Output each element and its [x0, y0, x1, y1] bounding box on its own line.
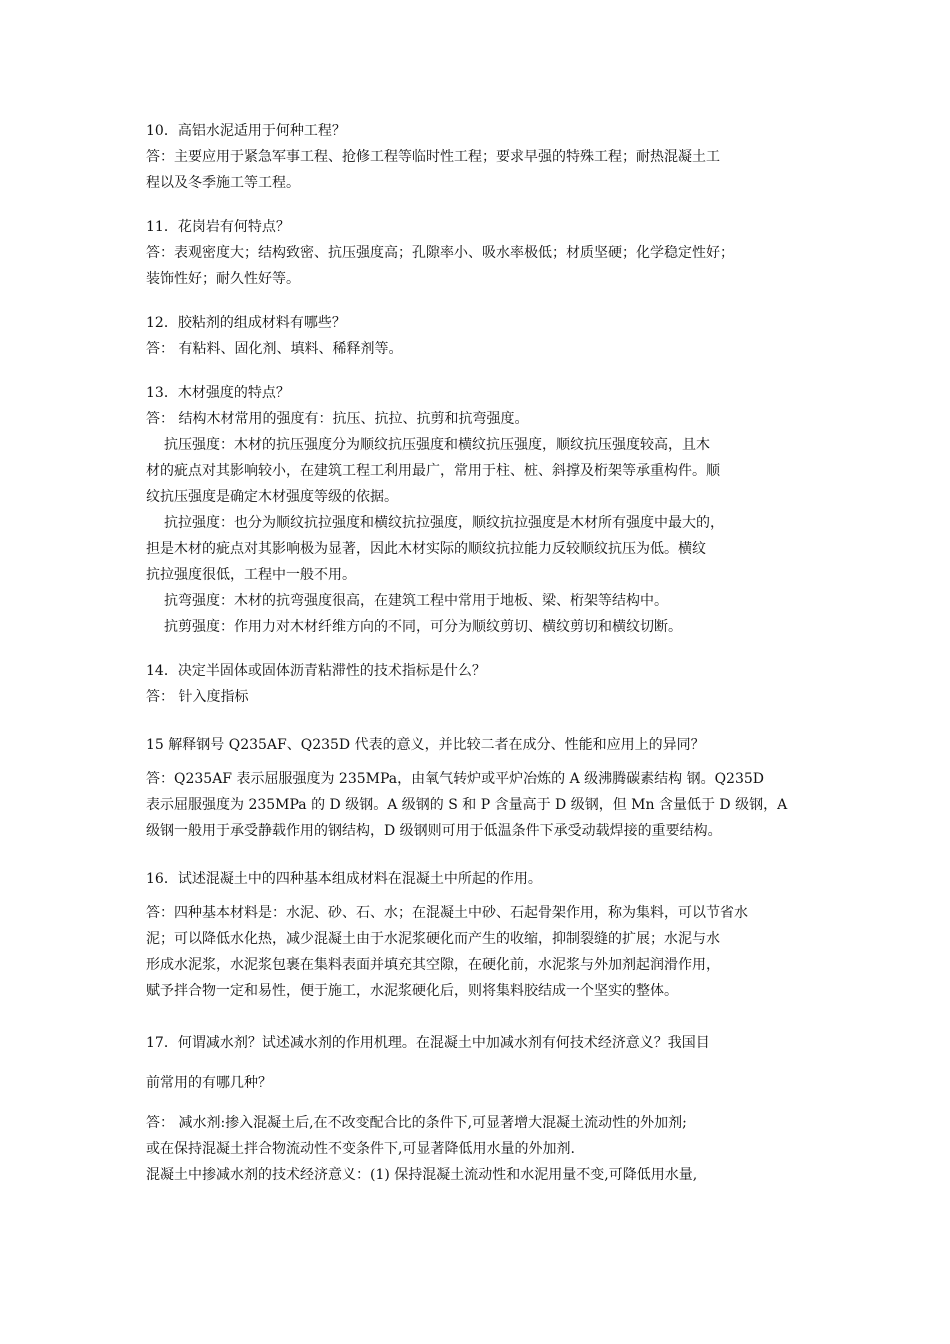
question-17-answer-line: 混凝土中掺减水剂的技术经济意义：(1) 保持混凝土流动性和水泥用量不变,可降低用水量, — [146, 1167, 698, 1183]
question-13-shear-line: 抗剪强度：作用力对木材纤维方向的不同，可分为顺纹剪切、横纹剪切和横纹切断。 — [164, 619, 682, 635]
question-10-answer-line: 答：主要应用于紧急军事工程、抢修工程等临时性工程；要求早强的特殊工程；耐热混凝土工 — [146, 149, 720, 165]
question-10-answer-line: 程以及冬季施工等工程。 — [146, 175, 300, 191]
question-17-title: 17．何谓减水剂？试述减水剂的作用机理。在混凝土中加减水剂有何技术经济意义？我国目 — [146, 1035, 710, 1051]
question-14-title: 14．决定半固体或固体沥青粘滞性的技术指标是什么？ — [146, 663, 486, 679]
question-16-title: 16．试述混凝土中的四种基本组成材料在混凝土中所起的作用。 — [146, 871, 542, 887]
question-16-answer-line: 形成水泥浆，水泥浆包裹在集料表面并填充其空隙，在硬化前，水泥浆与外加剂起润滑作用， — [146, 957, 720, 973]
question-13-compress-line: 抗压强度：木材的抗压强度分为顺纹抗压强度和横纹抗压强度，顺纹抗压强度较高，且木 — [164, 437, 710, 453]
question-17-answer-line: 或在保持混凝土拌合物流动性不变条件下,可显著降低用水量的外加剂. — [146, 1141, 575, 1157]
question-17-title: 前常用的有哪几种？ — [146, 1075, 272, 1091]
question-13-compress-line: 材的疵点对其影响较小，在建筑工程工利用最广，常用于柱、桩、斜撑及桁架等承重构件。顺 — [146, 463, 720, 479]
question-14-answer-line: 答： 针入度指标 — [146, 689, 249, 705]
question-16-answer-line: 泥；可以降低水化热，减少混凝土由于水泥浆硬化而产生的收缩，抑制裂缝的扩展；水泥与水 — [146, 931, 720, 947]
question-13-tension-line: 抗拉强度：也分为顺纹抗拉强度和横纹抗拉强度，顺纹抗拉强度是木材所有强度中最大的， — [164, 515, 724, 531]
question-11-title: 11．花岗岩有何特点？ — [146, 219, 290, 235]
question-12-title: 12．胶粘剂的组成材料有哪些？ — [146, 315, 346, 331]
question-13-tension-line: 担是木材的疵点对其影响极为显著，因此木材实际的顺纹抗拉能力反较顺纹抗压为低。横纹 — [146, 541, 706, 557]
question-15-title: 15 解释钢号 Q235AF、Q235D 代表的意义，并比较二者在成分、性能和应用上的异同？ — [146, 737, 705, 753]
question-15-answer-line: 表示屈服强度为 235MPa 的 D 级钢。A 级钢的 S 和 P 含量高于 D 级钢，但 Mn 含量低于 D 级钢，A — [146, 797, 788, 813]
question-16-answer-line: 赋予拌合物一定和易性，便于施工，水泥浆硬化后，则将集料胶结成一个坚实的整体。 — [146, 983, 678, 999]
question-11-answer-line: 装饰性好；耐久性好等。 — [146, 271, 300, 287]
question-17-answer-line: 答： 减水剂:掺入混凝土后,在不改变配合比的条件下,可显著增大混凝土流动性的外加剂; — [146, 1115, 687, 1131]
document-page — [146, 118, 818, 1188]
question-13-answer-line: 答： 结构木材常用的强度有：抗压、抗拉、抗剪和抗弯强度。 — [146, 411, 529, 427]
question-11-answer-line: 答：表观密度大；结构致密、抗压强度高；孔隙率小、吸水率极低；材质坚硬；化学稳定性好； — [146, 245, 734, 261]
question-13-title: 13．木材强度的特点？ — [146, 385, 290, 401]
question-13-bending-line: 抗弯强度：木材的抗弯强度很高，在建筑工程中常用于地板、梁、桁架等结构中。 — [164, 593, 668, 609]
question-12-answer-line: 答： 有粘料、固化剂、填料、稀释剂等。 — [146, 341, 403, 357]
question-13-tension-line: 抗拉强度很低，工程中一般不用。 — [146, 567, 356, 583]
question-16-answer-line: 答：四种基本材料是：水泥、砂、石、水；在混凝土中砂、石起骨架作用，称为集料，可以节省水 — [146, 905, 748, 921]
question-15-answer-line: 级钢一般用于承受静载作用的钢结构，D 级钢则可用于低温条件下承受动载焊接的重要结构。 — [146, 823, 722, 839]
question-10-title: 10．高铝水泥适用于何种工程？ — [146, 123, 346, 139]
question-15-answer-line: 答：Q235AF 表示屈服强度为 235MPa，由氧气转炉或平炉冶炼的 A 级沸腾碳素结构 钢。Q235D — [146, 771, 765, 787]
question-13-compress-line: 纹抗压强度是确定木材强度等级的依据。 — [146, 489, 398, 505]
